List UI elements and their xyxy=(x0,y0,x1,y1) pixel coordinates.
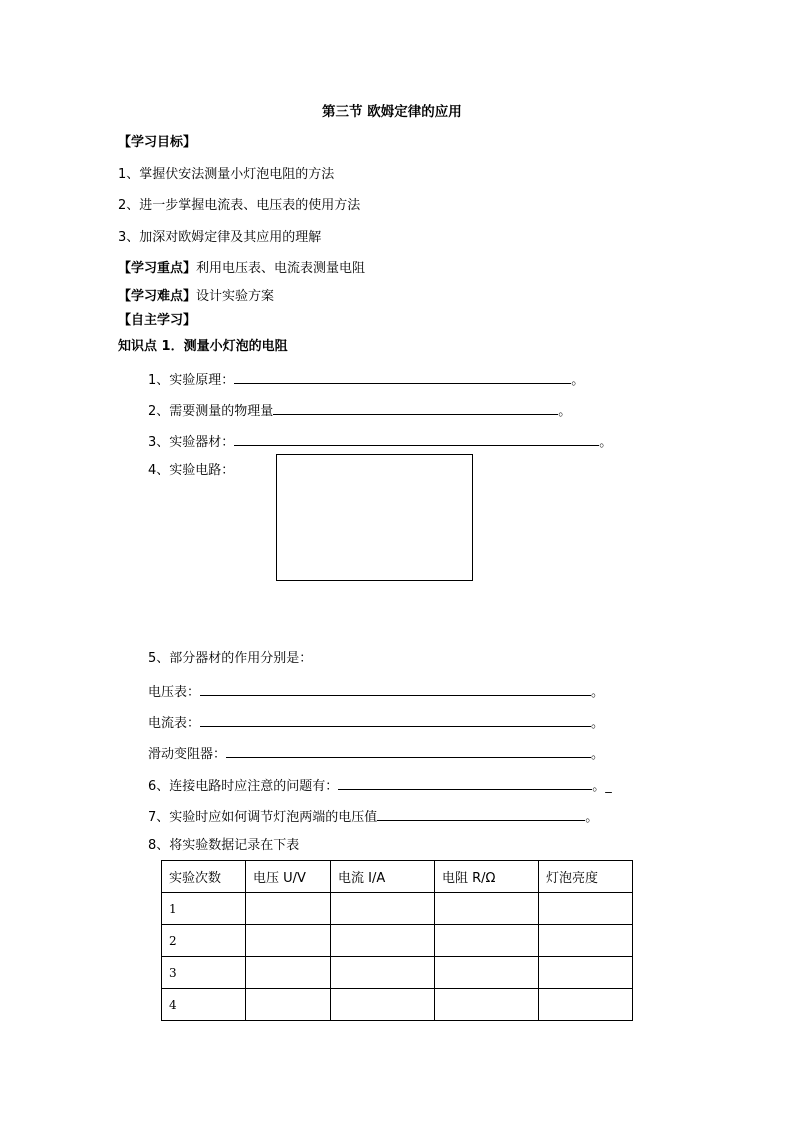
table-cell[interactable] xyxy=(435,957,539,989)
trial-number-cell: 2 xyxy=(162,925,246,957)
period-1: 。 xyxy=(571,373,585,388)
question-6-tail: _ xyxy=(605,779,612,794)
period-7: 。 xyxy=(585,810,599,825)
answer-line-7[interactable] xyxy=(377,807,585,821)
question-7 xyxy=(148,807,598,826)
table-header-cell: 灯泡亮度 xyxy=(539,861,633,893)
table-cell[interactable] xyxy=(435,989,539,1021)
key-point xyxy=(118,261,365,277)
knowledge-point-heading: 知识点 1．测量小灯泡的电阻 xyxy=(118,339,288,354)
trial-number-cell: 3 xyxy=(162,957,246,989)
table-cell[interactable] xyxy=(539,957,633,989)
question-6 xyxy=(148,776,612,795)
question-3-label: 3、实验器材： xyxy=(148,435,235,450)
table-row xyxy=(162,989,633,1021)
answer-line-6[interactable] xyxy=(338,776,592,790)
key-point-text: 利用电压表、电流表测量电阻 xyxy=(196,261,366,276)
period-5b: 。 xyxy=(591,716,605,731)
table-cell[interactable] xyxy=(246,893,331,925)
trial-number-cell: 1 xyxy=(162,893,246,925)
table-cell[interactable] xyxy=(331,925,435,957)
question-1-label: 1、实验原理： xyxy=(148,373,235,388)
key-point-label: 【学习重点】 xyxy=(118,261,197,276)
answer-line-2[interactable] xyxy=(273,401,558,415)
question-5-label: 5、部分器材的作用分别是： xyxy=(148,651,313,666)
question-2-label: 2、需要测量的物理量 xyxy=(148,404,274,419)
table-header-cell: 电流 I/A xyxy=(331,861,435,893)
table-cell[interactable] xyxy=(435,893,539,925)
table-cell[interactable] xyxy=(435,925,539,957)
answer-line-1[interactable] xyxy=(234,370,571,384)
table-cell[interactable] xyxy=(331,893,435,925)
question-5c xyxy=(148,744,604,763)
table-cell[interactable] xyxy=(331,989,435,1021)
question-4-label: 4、实验电路： xyxy=(148,463,235,478)
difficulty-label: 【学习难点】 xyxy=(118,289,197,304)
question-2 xyxy=(148,401,571,420)
period-5c: 。 xyxy=(591,747,605,762)
table-cell[interactable] xyxy=(246,925,331,957)
table-cell[interactable] xyxy=(246,989,331,1021)
table-header-cell: 电压 U/V xyxy=(246,861,331,893)
voltmeter-label: 电压表： xyxy=(148,685,201,700)
ammeter-label: 电流表： xyxy=(148,716,201,731)
table-cell[interactable] xyxy=(331,957,435,989)
answer-line-ammeter[interactable] xyxy=(200,713,591,727)
rheostat-label: 滑动变阻器： xyxy=(148,747,227,762)
question-8-label: 8、将实验数据记录在下表 xyxy=(148,838,300,853)
trial-number-cell: 4 xyxy=(162,989,246,1021)
goal-item-1: 1、掌握伏安法测量小灯泡电阻的方法 xyxy=(118,167,335,182)
question-6-label: 6、连接电路时应注意的问题有： xyxy=(148,779,339,794)
difficulty xyxy=(118,289,274,305)
table-cell[interactable] xyxy=(539,989,633,1021)
table-cell[interactable] xyxy=(246,957,331,989)
table-row xyxy=(162,957,633,989)
question-5b xyxy=(148,713,604,732)
question-1 xyxy=(148,370,584,389)
table-header-cell: 实验次数 xyxy=(162,861,246,893)
period-2: 。 xyxy=(558,404,572,419)
period-6: 。 xyxy=(592,779,606,794)
question-5a xyxy=(148,682,604,701)
period-3: 。 xyxy=(599,435,613,450)
question-3 xyxy=(148,432,612,451)
answer-line-voltmeter[interactable] xyxy=(200,682,591,696)
table-header-row xyxy=(162,861,633,893)
answer-line-rheostat[interactable] xyxy=(226,744,591,758)
page-title: 第三节 欧姆定律的应用 xyxy=(322,104,462,120)
self-study-heading: 【自主学习】 xyxy=(118,313,197,328)
period-5a: 。 xyxy=(591,685,605,700)
table-cell[interactable] xyxy=(539,925,633,957)
table-cell[interactable] xyxy=(539,893,633,925)
question-7-label: 7、实验时应如何调节灯泡两端的电压值 xyxy=(148,810,378,825)
goal-item-2: 2、进一步掌握电流表、电压表的使用方法 xyxy=(118,198,361,213)
goal-item-3: 3、加深对欧姆定律及其应用的理解 xyxy=(118,230,322,245)
answer-line-3[interactable] xyxy=(234,432,599,446)
table-header-cell: 电阻 R/Ω xyxy=(435,861,539,893)
goals-heading: 【学习目标】 xyxy=(118,135,197,150)
data-table xyxy=(161,860,633,1021)
table-row xyxy=(162,925,633,957)
table-row xyxy=(162,893,633,925)
circuit-diagram-box[interactable] xyxy=(276,454,473,581)
difficulty-text: 设计实验方案 xyxy=(196,289,275,304)
